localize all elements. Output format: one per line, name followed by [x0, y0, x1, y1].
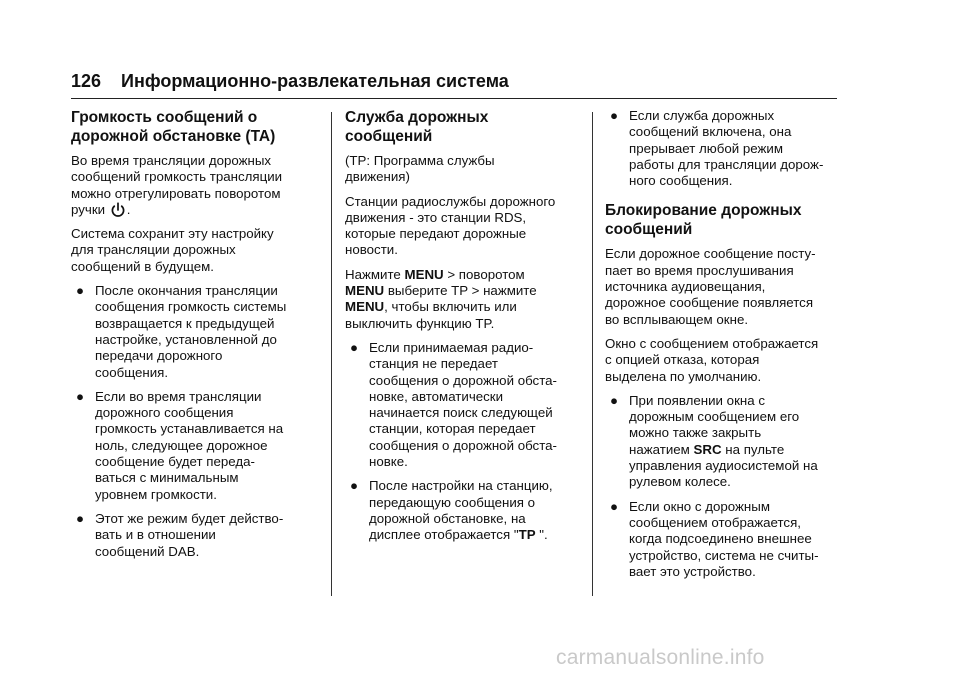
list-item-text	[629, 393, 818, 489]
menu-key-label: MENU	[404, 266, 444, 282]
instruction-text: > поворотом	[447, 266, 525, 282]
list-item-text: После окончания трансляции сообщения громкость системы возвращается к предыдущей настройке, установленной до передачи дорожного сообщения.	[95, 283, 287, 380]
save-setting-paragraph: Система сохранит эту настройку для трансляции дорожных сообщений в будущем.	[71, 226, 274, 274]
list-item	[345, 478, 581, 543]
page-number: 126	[71, 71, 102, 91]
list-item	[345, 340, 581, 470]
list-item	[605, 108, 845, 189]
list-item-text-part: ".	[535, 527, 548, 543]
bullet-dot: ●	[350, 339, 359, 355]
instruction-text: выберите TP > нажмите	[387, 283, 537, 299]
list-item-text-part: на пульте управления аудиосистемой на рулевом колесе.	[629, 441, 818, 490]
column-2	[345, 108, 581, 552]
popup-paragraph: Если дорожное сообщение посту- пает во время прослушивания источника аудиовещания, дорожное сообщение появляется во всплывающем окне.	[605, 246, 816, 327]
instruction-text: Нажмите	[345, 266, 405, 282]
src-key-label: SRC	[693, 441, 722, 457]
column-1	[71, 108, 321, 568]
page-header	[71, 71, 509, 92]
header-rule	[71, 98, 837, 99]
list-item-text: Если окно с дорожным сообщением отображается, когда подсоединено внешнее устройство, система не считы- вает это устройство.	[629, 498, 819, 579]
bullet-dot: ●	[76, 510, 85, 526]
page-title: Информационно-развлекательная система	[121, 71, 509, 91]
tp-definition-paragraph: (TP: Программа службы движения)	[345, 153, 495, 185]
list-item	[71, 511, 321, 560]
list-item-text	[369, 478, 553, 542]
list-item-text-part: При появлении окна с дорожным сообщением его можно также закрыть нажатием	[629, 392, 800, 457]
bullet-dot: ●	[76, 388, 85, 404]
list-item-text-part: После настройки на станцию, передающую сообщения о дорожной обстановке, на дисплее отображается "	[369, 478, 553, 543]
bullet-dot: ●	[610, 108, 619, 123]
ta-blocking-heading: Блокирование дорожных сообщений	[605, 202, 802, 239]
list-item	[71, 283, 321, 381]
column-3	[605, 108, 845, 588]
menu-key-label: MENU	[345, 299, 385, 315]
tp-indicator-label: TP	[518, 527, 536, 543]
column-divider-1	[331, 112, 332, 596]
list-item-text: Если принимаемая радио- станция не передает сообщения о дорожной обста- новке, автоматически начинается поиск следующей станции, которая передает сообщения о дорожной обста- новке.	[369, 339, 557, 470]
bullet-dot: ●	[350, 478, 359, 494]
list-item-text: Этот же режим будет действо- вать и в отношении сообщений DAB.	[95, 510, 284, 559]
rds-stations-paragraph: Станции радиослужбы дорожного движения - это станции RDS, которые передают дорожные новости.	[345, 193, 556, 258]
list-item	[605, 499, 845, 580]
bullet-dot: ●	[610, 392, 619, 408]
ta-volume-text: Во время трансляции дорожных сообщений громкость трансляции можно отрегулировать поворотом ручки	[71, 153, 283, 217]
list-item	[71, 389, 321, 503]
list-item-text: Если во время трансляции дорожного сообщения громкость устанавливается на ноль, следующее дорожное сообщение будет переда- ваться с минимальным уровнем громкости.	[95, 388, 284, 502]
ta-volume-period: .	[126, 201, 131, 217]
list-item	[605, 393, 845, 491]
bullet-dot: ●	[76, 283, 85, 299]
bullet-dot: ●	[610, 498, 619, 514]
instruction-text: , чтобы включить или выключить функцию TP.	[345, 299, 517, 331]
tp-instructions-paragraph	[345, 267, 581, 332]
column-divider-2	[592, 112, 593, 596]
power-icon	[110, 202, 126, 218]
ta-volume-paragraph	[71, 153, 321, 218]
watermark: carmanualsonline.info	[556, 646, 765, 669]
tp-service-heading: Служба дорожных сообщений	[345, 109, 489, 145]
menu-key-label: MENU	[345, 283, 385, 299]
ta-volume-heading: Громкость сообщений о дорожной обстановке (TA)	[71, 109, 276, 145]
dismiss-option-paragraph: Окно с сообщением отображается с опцией отказа, которая выделена по умолчанию.	[605, 335, 819, 384]
list-item-text: Если служба дорожных сообщений включена, она прерывает любой режим работы для трансляции дорож- ного сообщения.	[629, 108, 824, 189]
